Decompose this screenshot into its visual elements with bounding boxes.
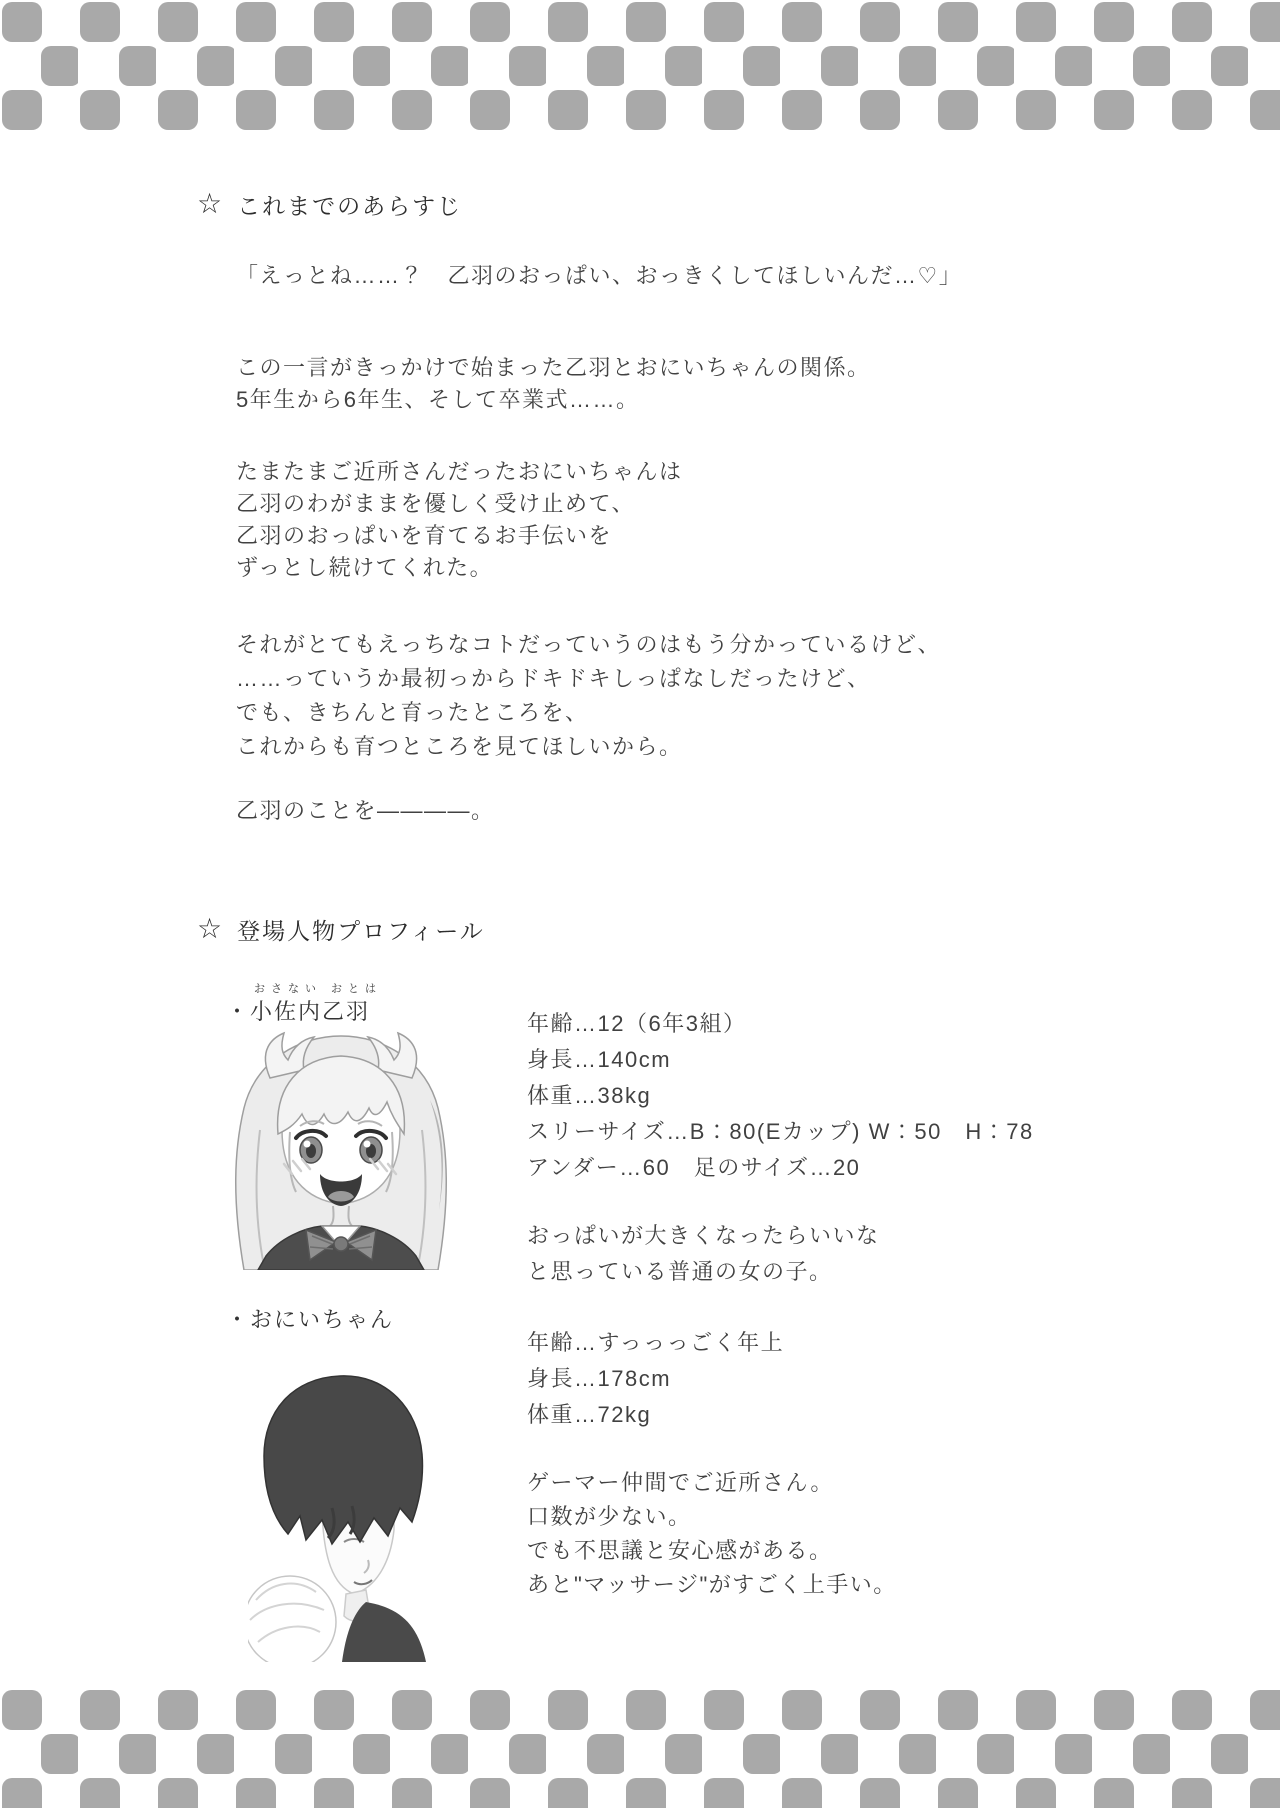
checker-border-top	[0, 0, 1280, 134]
otoha-stats: 年齢…12（6年3組） 身長…140cm 体重…38kg スリーサイズ…B：80(Eカップ) W：50 H：78 アンダー…60 足のサイズ…20	[527, 1011, 1034, 1180]
synopsis-paragraph-3: それがとてもえっちなコトだっていうのはもう分かっているけど、 ……っていうか最初っからドキドキしっぱなしだったけど、 でも、きちんと育ったところを、 これからも育つところを見てほしいから。	[236, 632, 942, 759]
otoha-description: おっぱいが大きくなったらいいな と思っている普通の女の子。	[527, 1223, 880, 1284]
star-icon: ☆	[197, 912, 225, 944]
star-icon: ☆	[197, 187, 225, 219]
synopsis-paragraph-1: この一言がきっかけで始まった乙羽とおにいちゃんの関係。 5年生から6年生、そして卒業式……。	[236, 355, 871, 412]
oniichan-name: ・おにいちゃん	[226, 1307, 395, 1332]
synopsis-heading-label: これまでのあらすじ	[237, 193, 463, 219]
oniichan-portrait	[248, 1370, 430, 1662]
synopsis-quote: 「えっとね……？ 乙羽のおっぱい、おっきくしてほしいんだ…♡」	[236, 263, 963, 288]
otoha-name: ・小佐内乙羽	[226, 999, 371, 1024]
profiles-heading	[197, 913, 485, 946]
otoha-furigana: おさない おとは	[254, 983, 383, 995]
synopsis-closing: 乙羽のことを――――。	[236, 798, 495, 823]
otoha-portrait	[230, 1030, 452, 1270]
checker-border-bottom	[0, 1688, 1280, 1808]
oniichan-description: ゲーマー仲間でご近所さん。 口数が少ない。 でも不思議と安心感がある。 あと"マッサージ"がすごく上手い。	[527, 1470, 897, 1597]
profiles-heading-label: 登場人物プロフィール	[237, 918, 485, 944]
white-head	[248, 1576, 336, 1662]
hair	[264, 1376, 423, 1544]
synopsis-paragraph-2: たまたまご近所さんだったおにいちゃんは 乙羽のわがままを優しく受け止めて、 乙羽のおっぱいを育てるお手伝いを ずっとし続けてくれた。	[236, 459, 683, 580]
synopsis-heading	[197, 188, 462, 221]
oniichan-stats: 年齢…すっっっごく年上 身長…178cm 体重…72kg	[527, 1330, 785, 1427]
